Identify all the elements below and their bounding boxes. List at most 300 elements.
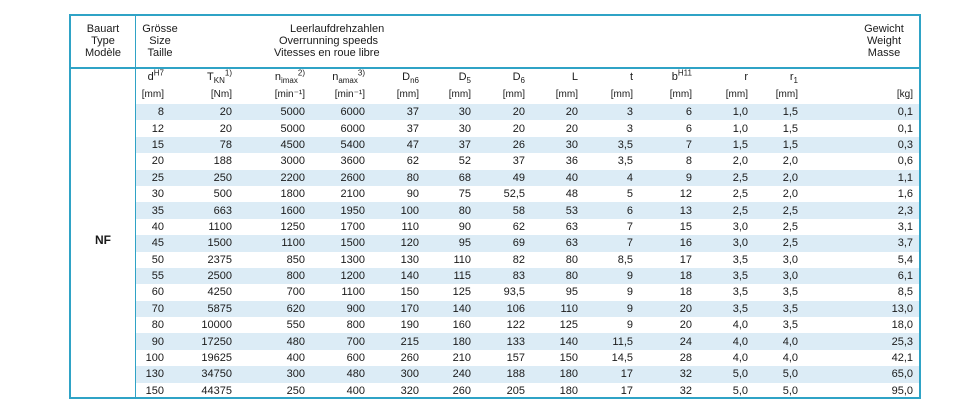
table-cell: 1600 <box>238 202 311 218</box>
table-cell: 30 <box>531 137 584 153</box>
table-cell: 35 <box>136 202 170 218</box>
table-cell: 60 <box>151 286 164 299</box>
table-cell: 1950 <box>311 202 371 218</box>
table-cell: 1100 <box>341 286 365 299</box>
table-cell: 40 <box>531 170 584 186</box>
table-cell: 900 <box>311 301 371 317</box>
header-gewicht-de: Gewicht <box>864 23 904 35</box>
table-cell: 63 <box>531 235 584 251</box>
table-cell: 28 <box>679 352 692 365</box>
table-cell: 3,5 <box>732 253 748 266</box>
symbol-sub: amax <box>338 76 358 86</box>
table-cell: 620 <box>238 301 311 317</box>
table-cell: 93,5 <box>503 286 525 299</box>
column-symbol <box>754 69 804 89</box>
header-bauart-de: Bauart <box>86 23 120 35</box>
table-cell: 83 <box>477 268 531 284</box>
symbol-base: D <box>512 71 521 83</box>
symbol-sup: H11 <box>677 68 692 78</box>
column-unit: [mm] <box>775 89 798 100</box>
table-cell: 150 <box>145 384 164 397</box>
table-cell: 2,0 <box>782 155 798 168</box>
table-cell: 80 <box>565 253 578 266</box>
table-cell: 180 <box>531 366 584 382</box>
symbol-base: r <box>789 71 794 83</box>
column-symbol <box>698 69 754 89</box>
table-cell: 3,5 <box>584 137 639 153</box>
table-cell: 4 <box>584 170 639 186</box>
table-cell: 7 <box>639 137 698 153</box>
table-cell: 12 <box>151 122 164 135</box>
table-cell: 1100 <box>208 220 232 233</box>
table-cell: 115 <box>425 268 477 284</box>
table-cell: 7 <box>584 235 639 251</box>
table-cell: 5,0 <box>732 384 748 397</box>
header-groesse <box>135 23 185 59</box>
table-cell: 480 <box>311 366 371 382</box>
table-cell: 1700 <box>340 220 365 233</box>
table-cell: 17 <box>584 366 639 382</box>
table-cell: 140 <box>371 268 425 284</box>
table-cell: 1,5 <box>754 137 804 153</box>
column-unit: [mm] <box>448 89 471 100</box>
table-cell: 320 <box>400 384 419 397</box>
header-bauart-en: Type <box>91 35 115 47</box>
table-row <box>136 350 919 366</box>
table-cell: 65,0 <box>804 366 919 382</box>
column-unit: [min⁻¹] <box>274 89 305 100</box>
table-cell: 37 <box>371 104 425 120</box>
symbol-sup: H7 <box>153 68 164 78</box>
table-cell: 120 <box>371 235 425 251</box>
table-cell: 1,0 <box>698 104 754 120</box>
symbol-sub: KN <box>213 76 225 86</box>
header-bauart <box>71 23 135 59</box>
table-cell: 4,0 <box>782 352 798 365</box>
table-cell: 1,0 <box>732 122 748 135</box>
table-cell: 11,5 <box>584 333 639 349</box>
table-cell: 36 <box>565 155 578 168</box>
table-cell: 90 <box>136 333 170 349</box>
table-cell: 6 <box>639 104 698 120</box>
table-cell: 130 <box>136 366 170 382</box>
table-cell: 400 <box>346 384 365 397</box>
table-cell: 80 <box>151 319 164 332</box>
table-row <box>136 317 919 333</box>
table-row <box>136 202 919 218</box>
table-cell: 1800 <box>280 188 305 201</box>
table-cell: 4,0 <box>732 352 748 365</box>
table-cell: 3,5 <box>698 301 754 317</box>
symbol-base: t <box>629 71 633 83</box>
table-cell: 3600 <box>340 155 365 168</box>
column-unit: [mm] <box>502 89 525 100</box>
table-cell: 18,0 <box>891 319 913 332</box>
table-cell: 6000 <box>311 104 371 120</box>
table-cell: 3,0 <box>732 220 748 233</box>
table-cell: 8 <box>136 104 170 120</box>
table-header <box>71 16 919 69</box>
column-symbol <box>371 69 425 89</box>
table-cell: 13,0 <box>804 301 919 317</box>
table-cell: 5,0 <box>754 366 804 382</box>
table-cell: 3,5 <box>732 286 748 299</box>
table-cell: 110 <box>453 253 471 266</box>
table-row <box>136 301 919 317</box>
table-cell: 32 <box>679 384 692 397</box>
table-row <box>136 333 919 349</box>
table-cell: 4,0 <box>754 333 804 349</box>
table-cell: 2,3 <box>804 202 919 218</box>
table-cell: 2100 <box>340 188 365 201</box>
table-cell: 1100 <box>238 235 311 251</box>
table-cell: 0,3 <box>804 137 919 153</box>
type-label: NF <box>95 233 111 247</box>
table-cell: 34750 <box>170 366 238 382</box>
table-cell: 5400 <box>311 137 371 153</box>
table-row <box>136 219 919 235</box>
table-cell: 106 <box>477 301 531 317</box>
table-cell: 100 <box>145 352 164 365</box>
table-cell: 3 <box>584 104 639 120</box>
table-cell: 600 <box>346 352 365 365</box>
table-cell: 20 <box>512 122 525 135</box>
table-cell: 2375 <box>207 253 232 266</box>
table-cell: 700 <box>286 286 305 299</box>
table-cell: 78 <box>170 137 238 153</box>
table-cell: 0,1 <box>897 122 913 135</box>
table-cell: 210 <box>452 352 471 365</box>
table-cell: 260 <box>452 384 471 397</box>
table-cell: 133 <box>477 333 531 349</box>
symbol-sup: 3) <box>357 68 365 78</box>
table-cell: 205 <box>506 384 525 397</box>
table-cell: 20 <box>679 319 692 332</box>
table-cell: 1,1 <box>804 170 919 186</box>
table-cell: 188 <box>213 155 232 168</box>
symbol-base: d <box>147 71 154 83</box>
table-cell: 140 <box>425 301 477 317</box>
table-cell: 5,0 <box>698 366 754 382</box>
table-cell: 800 <box>346 319 365 332</box>
table-cell: 20 <box>639 301 698 317</box>
symbol-base: T <box>207 71 214 83</box>
symbol-sub: 6 <box>520 76 525 86</box>
table-cell: 20 <box>565 122 578 135</box>
table-cell: 44375 <box>201 384 232 397</box>
table-cell: 5000 <box>238 104 311 120</box>
table-cell: 125 <box>559 319 578 332</box>
table-cell: 3 <box>626 122 633 135</box>
table-cell: 10000 <box>201 319 232 332</box>
table-cell: 1500 <box>170 235 238 251</box>
header-gewicht <box>859 23 909 59</box>
table-cell: 3,0 <box>754 268 804 284</box>
table-cell: 95 <box>425 235 477 251</box>
table-row <box>136 170 919 186</box>
table-cell: 2500 <box>170 268 238 284</box>
table-cell: 4,0 <box>732 319 748 332</box>
table-cell: 140 <box>531 333 584 349</box>
table-cell: 40 <box>151 220 164 233</box>
table-cell: 8 <box>685 155 692 168</box>
symbol-sub: 5 <box>466 76 471 86</box>
header-groesse-fr: Taille <box>147 47 173 59</box>
table-cell: 188 <box>477 366 531 382</box>
spec-table <box>136 69 919 399</box>
table-cell: 90 <box>458 220 471 233</box>
table-cell: 9 <box>626 286 633 299</box>
column-symbol <box>238 69 311 89</box>
table-cell: 2,5 <box>698 170 754 186</box>
header-speeds-en: Overrunning speeds <box>279 35 379 47</box>
table-cell: 5,0 <box>782 384 798 397</box>
column-unit: [mm] <box>610 89 633 100</box>
table-cell: 45 <box>136 235 170 251</box>
table-cell: 58 <box>477 202 531 218</box>
table-cell: 37 <box>425 137 477 153</box>
table-cell: 30 <box>425 104 477 120</box>
table-cell: 49 <box>477 170 531 186</box>
table-cell: 15 <box>136 137 170 153</box>
table-cell: 190 <box>400 319 419 332</box>
table-cell: 47 <box>371 137 425 153</box>
table-cell: 62 <box>406 155 419 168</box>
table-cell: 180 <box>559 384 578 397</box>
symbol-row <box>136 69 919 89</box>
table-cell: 3000 <box>280 155 305 168</box>
symbol-base: L <box>571 71 578 83</box>
table-cell: 30 <box>458 122 471 135</box>
symbol-base: r <box>744 71 748 83</box>
column-unit: [mm] <box>396 89 419 100</box>
table-cell: 160 <box>452 319 471 332</box>
table-cell: 3,5 <box>782 319 798 332</box>
table-row <box>136 153 919 169</box>
table-cell: 17 <box>679 253 692 266</box>
column-symbol <box>531 69 584 89</box>
symbol-base: D <box>402 71 411 83</box>
table-cell: 1,5 <box>782 122 798 135</box>
table-cell: 500 <box>213 188 232 201</box>
column-symbol <box>425 69 477 89</box>
column-unit: [kg] <box>896 89 913 100</box>
table-cell: 8,5 <box>617 253 633 266</box>
table-cell: 4,0 <box>698 333 754 349</box>
table-row <box>136 284 919 300</box>
table-cell: 300 <box>371 366 425 382</box>
table-cell: 5875 <box>170 301 238 317</box>
table-cell: 6 <box>685 122 692 135</box>
table-cell: 9 <box>626 319 633 332</box>
table-cell: 25 <box>136 170 170 186</box>
table-cell: 24 <box>639 333 698 349</box>
table-cell: 260 <box>400 352 419 365</box>
table-cell: 90 <box>406 188 419 201</box>
table-cell: 25,3 <box>804 333 919 349</box>
column-unit: [Nm] <box>210 89 232 100</box>
table-cell: 63 <box>565 220 578 233</box>
table-cell: 82 <box>512 253 525 266</box>
table-cell: 7 <box>626 220 633 233</box>
table-cell: 125 <box>452 286 471 299</box>
table-cell: 400 <box>286 352 305 365</box>
table-cell: 55 <box>136 268 170 284</box>
table-cell: 3,5 <box>754 301 804 317</box>
table-row <box>136 235 919 251</box>
header-bauart-fr: Modèle <box>84 47 122 59</box>
table-cell: 663 <box>170 202 238 218</box>
table-row <box>136 104 919 120</box>
table-cell: 37 <box>406 122 419 135</box>
table-cell: 15 <box>679 220 692 233</box>
table-cell: 157 <box>506 352 525 365</box>
table-cell: 3,0 <box>698 235 754 251</box>
table-cell: 0,6 <box>897 155 913 168</box>
table-cell: 50 <box>151 253 164 266</box>
column-symbol <box>311 69 371 89</box>
column-unit: [mm] <box>669 89 692 100</box>
table-cell: 14,5 <box>611 352 633 365</box>
table-cell: 53 <box>531 202 584 218</box>
header-gewicht-en: Weight <box>866 35 902 47</box>
column-unit: [mm] <box>725 89 748 100</box>
table-cell: 42,1 <box>891 352 913 365</box>
table-cell: 9 <box>584 301 639 317</box>
table-cell: 4500 <box>238 137 311 153</box>
table-row <box>136 252 919 268</box>
table-row <box>136 383 919 399</box>
table-cell: 68 <box>425 170 477 186</box>
table-cell: 32 <box>639 366 698 382</box>
table-cell: 6,1 <box>804 268 919 284</box>
table-cell: 850 <box>286 253 305 266</box>
table-cell: 215 <box>371 333 425 349</box>
table-cell: 6 <box>584 202 639 218</box>
table-cell: 19625 <box>201 352 232 365</box>
table-cell: 150 <box>400 286 419 299</box>
table-cell: 95,0 <box>891 384 913 397</box>
table-cell: 9 <box>639 170 698 186</box>
table-cell: 5000 <box>280 122 305 135</box>
table-cell: 16 <box>639 235 698 251</box>
table-cell: 20 <box>219 122 232 135</box>
table-cell: 26 <box>477 137 531 153</box>
table-cell: 5,4 <box>897 253 913 266</box>
column-symbol <box>804 69 919 89</box>
table-cell: 3,1 <box>897 220 913 233</box>
table-cell: 110 <box>401 220 419 233</box>
column-unit: [mm] <box>555 89 578 100</box>
symbol-sub: imax <box>280 76 298 86</box>
header-speeds <box>274 23 424 59</box>
table-cell: 1250 <box>280 220 305 233</box>
table-row <box>136 268 919 284</box>
table-cell: 20 <box>531 104 584 120</box>
symbol-base: n <box>274 71 281 83</box>
table-row <box>136 186 919 202</box>
table-cell: 2,0 <box>782 188 798 201</box>
table-cell: 5 <box>626 188 633 201</box>
spec-table-frame <box>69 14 921 399</box>
table-cell: 180 <box>425 333 477 349</box>
table-cell: 170 <box>371 301 425 317</box>
table-cell: 37 <box>512 155 525 168</box>
table-cell: 80 <box>371 170 425 186</box>
table-cell: 1,5 <box>754 104 804 120</box>
table-cell: 2600 <box>311 170 371 186</box>
table-row <box>136 137 919 153</box>
symbol-base: D <box>458 71 467 83</box>
unit-row <box>136 89 919 104</box>
table-cell: 110 <box>531 301 584 317</box>
column-unit: [mm] <box>141 89 164 100</box>
symbol-sup: 2) <box>297 68 305 78</box>
table-cell: 4250 <box>207 286 232 299</box>
table-cell: 20 <box>477 104 531 120</box>
table-cell: 69 <box>477 235 531 251</box>
table-cell: 1,6 <box>897 188 913 201</box>
table-cell: 2,5 <box>698 202 754 218</box>
table-cell: 70 <box>136 301 170 317</box>
table-cell: 300 <box>238 366 311 382</box>
table-cell: 700 <box>311 333 371 349</box>
table-cell: 2,0 <box>732 155 748 168</box>
header-groesse-en: Size <box>149 35 171 47</box>
symbol-sub: n6 <box>410 76 419 86</box>
table-cell: 480 <box>238 333 311 349</box>
table-cell: 30 <box>151 188 164 201</box>
table-cell: 100 <box>371 202 425 218</box>
table-cell: 48 <box>565 188 578 201</box>
header-groesse-de: Grösse <box>142 23 178 35</box>
table-cell: 62 <box>512 220 525 233</box>
table-cell: 550 <box>286 319 305 332</box>
table-cell: 80 <box>425 202 477 218</box>
table-cell: 3,7 <box>804 235 919 251</box>
table-cell: 250 <box>286 384 305 397</box>
table-cell: 52,5 <box>503 188 525 201</box>
table-cell: 95 <box>565 286 578 299</box>
symbol-sup: 1) <box>224 68 232 78</box>
table-cell: 2,5 <box>732 188 748 201</box>
table-cell: 130 <box>400 253 419 266</box>
table-cell: 3,5 <box>617 155 633 168</box>
table-cell: 12 <box>679 188 692 201</box>
table-body <box>136 104 919 399</box>
table-cell: 20 <box>151 155 164 168</box>
table-cell: 1,5 <box>698 137 754 153</box>
table-cell: 2200 <box>238 170 311 186</box>
table-cell: 6000 <box>340 122 365 135</box>
table-cell: 2,5 <box>782 220 798 233</box>
table-cell: 17 <box>620 384 633 397</box>
table-cell: 122 <box>506 319 525 332</box>
table-row <box>136 366 919 382</box>
header-speeds-de: Leerlaufdrehzahlen <box>290 23 385 35</box>
table-cell: 9 <box>584 268 639 284</box>
table-cell: 2,5 <box>754 202 804 218</box>
column-unit: [min⁻¹] <box>334 89 365 100</box>
table-cell: 240 <box>425 366 477 382</box>
table-cell: 800 <box>238 268 311 284</box>
table-cell: 8,5 <box>897 286 913 299</box>
table-cell: 75 <box>458 188 471 201</box>
table-cell: 2,5 <box>754 235 804 251</box>
table-cell: 2,0 <box>754 170 804 186</box>
symbol-sub: 1 <box>793 76 798 86</box>
table-cell: 13 <box>639 202 698 218</box>
